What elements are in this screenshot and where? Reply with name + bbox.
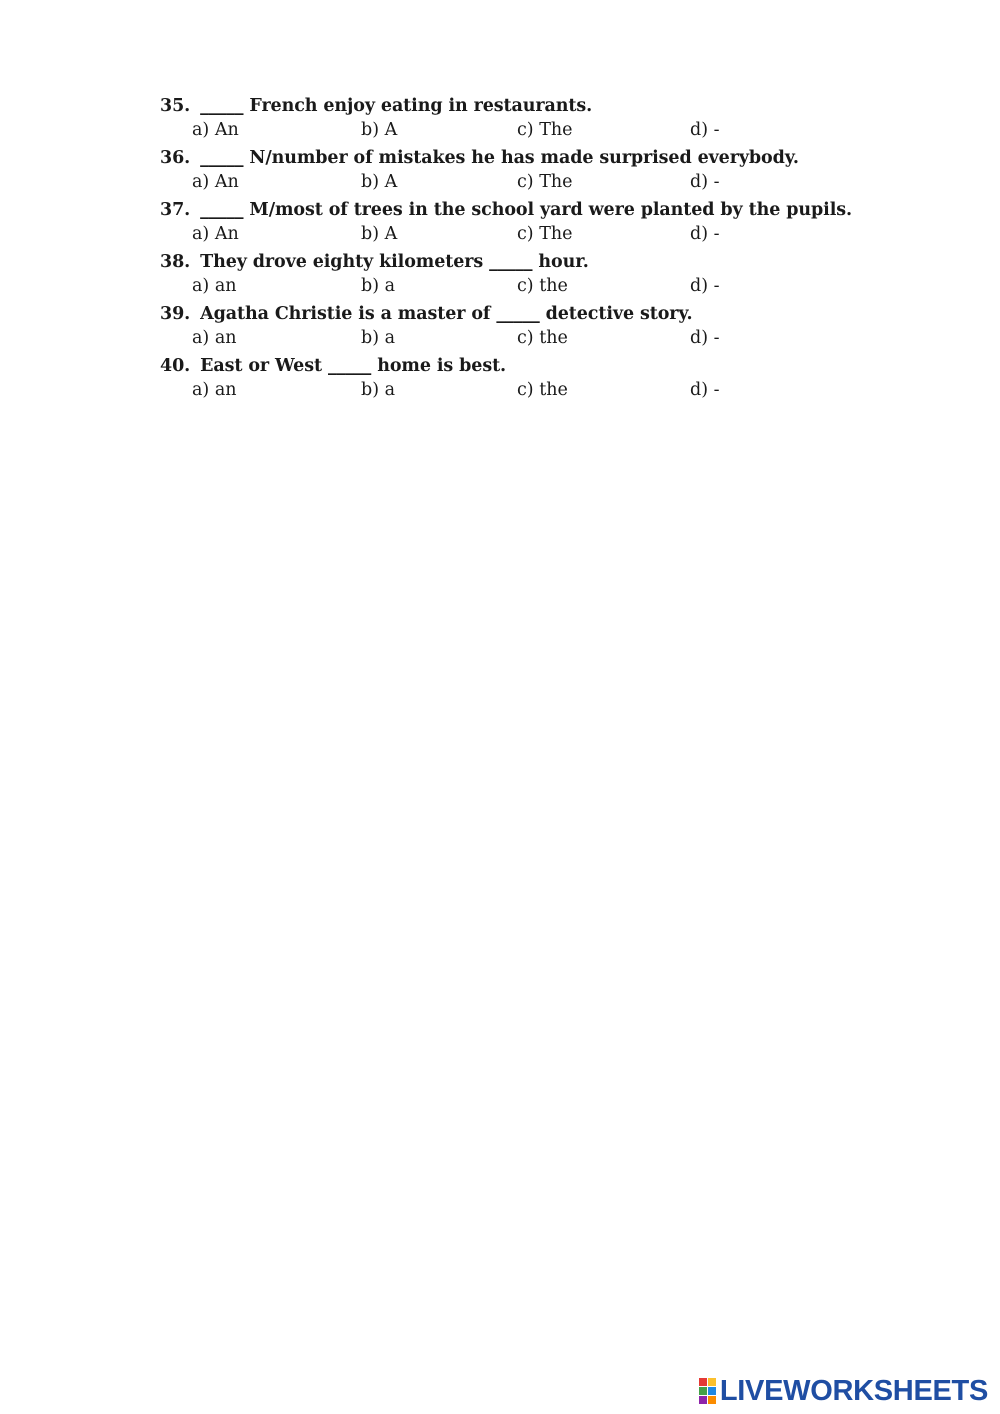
option-a: a) An xyxy=(192,120,239,140)
question-35 xyxy=(160,96,860,148)
question-38 xyxy=(160,252,860,304)
logo-block xyxy=(708,1396,716,1404)
option-d: d) - xyxy=(690,328,720,348)
option-b: b) A xyxy=(361,172,398,192)
question-stem xyxy=(160,304,692,324)
worksheet xyxy=(160,96,860,408)
question-number: 38. xyxy=(160,252,191,272)
option-c: c) the xyxy=(517,276,568,296)
option-d: d) - xyxy=(690,172,720,192)
question-text: French enjoy eating in restaurants. xyxy=(249,96,593,116)
answer-blank: _____ xyxy=(489,252,533,272)
question-number: 37. xyxy=(160,200,191,220)
question-number: 39. xyxy=(160,304,191,324)
question-number: 35. xyxy=(160,96,191,116)
question-37 xyxy=(160,200,860,252)
option-a: a) an xyxy=(192,276,237,296)
answer-blank: _____ xyxy=(327,356,372,376)
question-text-before: East or West xyxy=(200,356,322,376)
option-a: a) an xyxy=(192,380,237,400)
question-stem xyxy=(160,200,852,220)
question-text-after: home is best. xyxy=(377,356,507,376)
option-c: c) The xyxy=(517,224,573,244)
option-c: c) the xyxy=(517,380,568,400)
brand-name: LIVEWORKSHEETS xyxy=(719,1374,988,1407)
liveworksheets-watermark xyxy=(699,1376,988,1406)
option-c: c) The xyxy=(517,120,573,140)
option-a: a) an xyxy=(192,328,237,348)
question-39 xyxy=(160,304,860,356)
option-b: b) A xyxy=(361,224,398,244)
question-text-after: hour. xyxy=(538,252,589,272)
question-stem xyxy=(160,96,592,116)
answer-blank: _____ xyxy=(496,304,540,324)
option-d: d) - xyxy=(690,276,720,296)
option-b: b) A xyxy=(361,120,398,140)
logo-block xyxy=(708,1378,716,1386)
question-stem xyxy=(160,356,506,376)
question-number: 40. xyxy=(160,356,191,376)
option-d: d) - xyxy=(690,120,720,140)
logo-block xyxy=(699,1378,707,1386)
option-b: b) a xyxy=(361,380,396,400)
question-text: M/most of trees in the school yard were planted by the pupils. xyxy=(249,200,852,220)
question-text-after: detective story. xyxy=(545,304,693,324)
question-stem xyxy=(160,148,799,168)
logo-block xyxy=(708,1387,716,1395)
option-b: b) a xyxy=(361,276,396,296)
option-b: b) a xyxy=(361,328,396,348)
logo-block xyxy=(699,1396,707,1404)
answer-blank: _____ xyxy=(200,148,244,168)
liveworksheets-logo-icon xyxy=(699,1378,716,1404)
logo-block xyxy=(699,1387,707,1395)
question-text-before: Agatha Christie is a master of xyxy=(200,304,491,324)
option-a: a) An xyxy=(192,172,239,192)
option-d: d) - xyxy=(690,380,720,400)
question-40 xyxy=(160,356,860,408)
option-c: c) the xyxy=(517,328,568,348)
option-a: a) An xyxy=(192,224,239,244)
option-c: c) The xyxy=(517,172,573,192)
question-text: N/number of mistakes he has made surprised everybody. xyxy=(249,148,799,168)
question-36 xyxy=(160,148,860,200)
question-text-before: They drove eighty kilometers xyxy=(200,252,484,272)
question-number: 36. xyxy=(160,148,191,168)
answer-blank: _____ xyxy=(200,200,244,220)
answer-blank: _____ xyxy=(200,96,244,116)
question-stem xyxy=(160,252,589,272)
option-d: d) - xyxy=(690,224,720,244)
